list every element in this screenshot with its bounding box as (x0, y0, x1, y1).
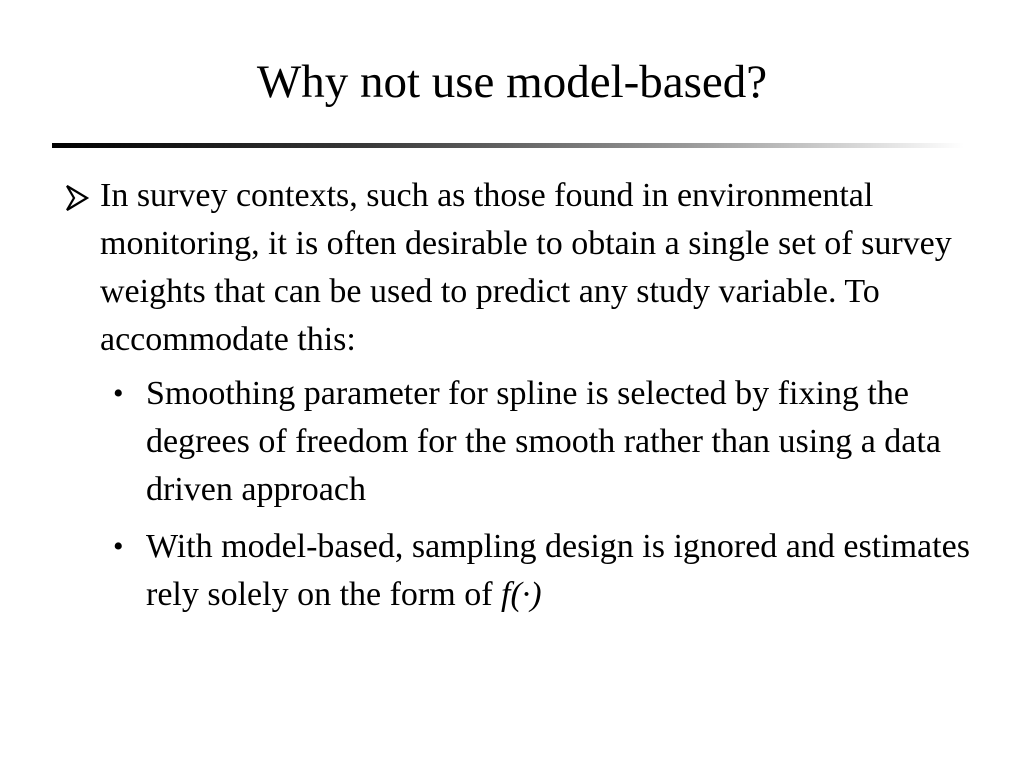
sub-bullet (113, 370, 986, 514)
function-notation: f(·) (501, 576, 542, 613)
arrowhead-bullet-icon (63, 172, 93, 220)
sub-bullet-text: Smoothing parameter for spline is selected by fixing the degrees of freedom for the smooth rather than using a data driven approach (146, 375, 941, 508)
bullet-dot: • (113, 377, 124, 410)
bullet-dot: • (113, 530, 124, 563)
main-bullet (100, 172, 980, 364)
title-divider (52, 143, 964, 148)
sub-bullet (113, 523, 986, 619)
slide-title: Why not use model-based? (256, 56, 768, 108)
main-bullet-text: In survey contexts, such as those found in environmental monitoring, it is often desirable to obtain a single set of survey weights that can be used to predict any study variable. To accommodate this: (100, 177, 952, 358)
sub-bullet-text: With model-based, sampling design is ignored and estimates rely solely on the form of (146, 528, 970, 613)
